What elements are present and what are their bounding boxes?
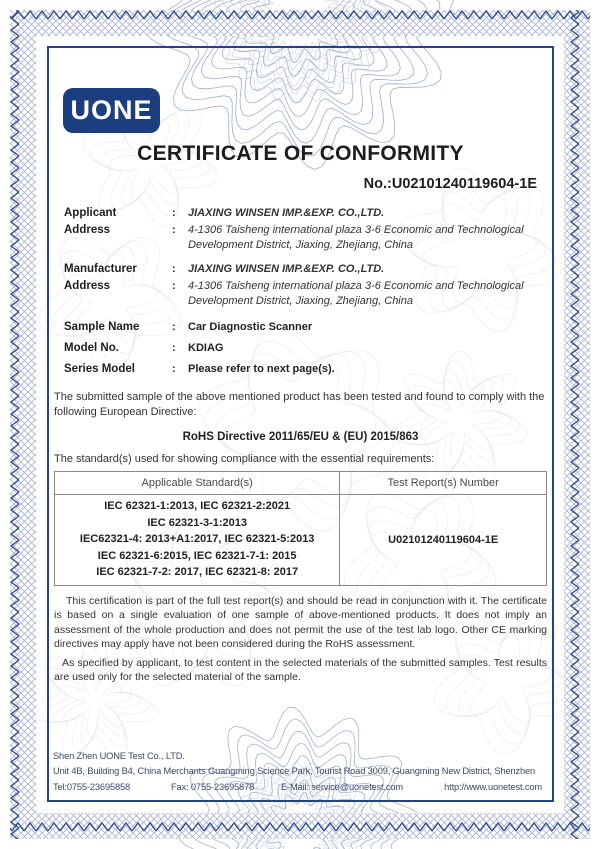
field-row-applicant-address [64, 223, 537, 253]
field-row-model-no [64, 341, 537, 356]
uone-logo-text: UONE [70, 95, 153, 125]
standard-line: IEC62321-4: 2013+A1:2017, IEC 62321-5:2013 [79, 533, 315, 545]
manufacturer-value: JIAXING WINSEN IMP.&EXP. CO.,LTD. [188, 263, 385, 275]
test-report-number-header: Test Report(s) Number [340, 472, 547, 495]
certificate-title: CERTIFICATE OF CONFORMITY [137, 142, 464, 165]
table-header-row [55, 472, 547, 495]
field-colon: : [172, 224, 176, 236]
field-row-applicant [64, 206, 537, 221]
footer-fax: Fax: 0755-23695878 [171, 782, 255, 792]
intro-paragraph: The submitted sample of the above mentioned product has been tested and found to comply with the following European Directive: [54, 391, 545, 418]
sample-name-label: Sample Name [64, 321, 140, 333]
field-colon: : [172, 342, 176, 354]
directive-title: RoHS Directive 2011/65/EU & (EU) 2015/863 [182, 431, 419, 443]
field-row-sample-name [64, 320, 537, 335]
field-row-manufacturer-address [64, 279, 537, 309]
footer-company: Shen Zhen UONE Test Co., LTD. [53, 751, 185, 761]
standard-line: IEC 62321-7-2: 2017, IEC 62321-8: 2017 [96, 566, 299, 578]
model-no-value: KDIAG [188, 342, 224, 354]
report-number-cell: U02101240119604-1E [340, 495, 547, 586]
applicant-address-label: Address [64, 224, 111, 236]
series-model-value: Please refer to next page(s). [188, 363, 335, 375]
field-colon: : [172, 207, 176, 219]
standard-line: IEC 62321-3-1:2013 [147, 516, 248, 529]
field-colon: : [172, 263, 176, 275]
certificate-content [50, 48, 551, 800]
field-colon: : [172, 363, 176, 375]
standard-line: IEC 62321-1:2013, IEC 62321-2:2021 [104, 500, 291, 512]
footer-tel: Tel:0755-23695858 [53, 782, 131, 792]
disclaimer-paragraph-2: As specified by applicant, to test content in the selected materials of the submitted samples. Test results are used only for the selected material of the sample. [54, 656, 547, 683]
disclaimer-paragraph-1: This certification is part of the full test report(s) and should be read in conjunction with it. The certificate is based on a single evaluation of one sample of above-mentioned products. It does not imply an assessment of the whole production and does not permit the use of the test lab logo. Other CE marking directives may apply have not been considered during the RoHS assessment. [54, 594, 547, 650]
manufacturer-address-value: 4-1306 Taisheng international plaza 3-6 Economic and Technological Development District, Jiaxing, Zhejiang, China [188, 280, 524, 307]
field-colon: : [172, 280, 176, 292]
certificate-number: No.:U02101240119604-1E [363, 176, 537, 192]
uone-logo [63, 88, 160, 133]
standards-cell [55, 495, 340, 586]
manufacturer-label: Manufacturer [64, 263, 137, 275]
applicant-value: JIAXING WINSEN IMP.&EXP. CO.,LTD. [188, 207, 385, 219]
series-model-label: Series Model [64, 363, 135, 375]
model-no-label: Model No. [64, 342, 119, 354]
manufacturer-address-label: Address [64, 280, 111, 292]
applicant-label: Applicant [64, 207, 117, 219]
footer-address: Unit 4B, Building B4, China Merchants Guangming Science Park, Tourist Road 3009, Guangming New District, Shenzhen [53, 766, 536, 776]
footer-contact-row [50, 779, 551, 795]
footer-website: http://www.uonetest.com [444, 782, 542, 792]
standard-line: IEC 62321-6:2015, IEC 62321-7-1: 2015 [97, 549, 297, 562]
table-body-row [55, 495, 547, 586]
standards-note: The standard(s) used for showing compliance with the essential requirements: [54, 453, 435, 465]
standards-table [54, 471, 547, 586]
footer-email: E-Mail: service@uonetest.com [281, 782, 404, 792]
field-row-manufacturer [64, 262, 537, 277]
fields-section [50, 206, 551, 377]
applicable-standards-header: Applicable Standard(s) [55, 472, 340, 495]
applicant-address-value: 4-1306 Taisheng international plaza 3-6 Economic and Technological Development District, Jiaxing, Zhejiang, China [188, 224, 524, 251]
field-row-series-model [64, 362, 537, 377]
sample-name-value: Car Diagnostic Scanner [188, 321, 313, 333]
field-colon: : [172, 321, 176, 333]
footer [50, 749, 551, 795]
